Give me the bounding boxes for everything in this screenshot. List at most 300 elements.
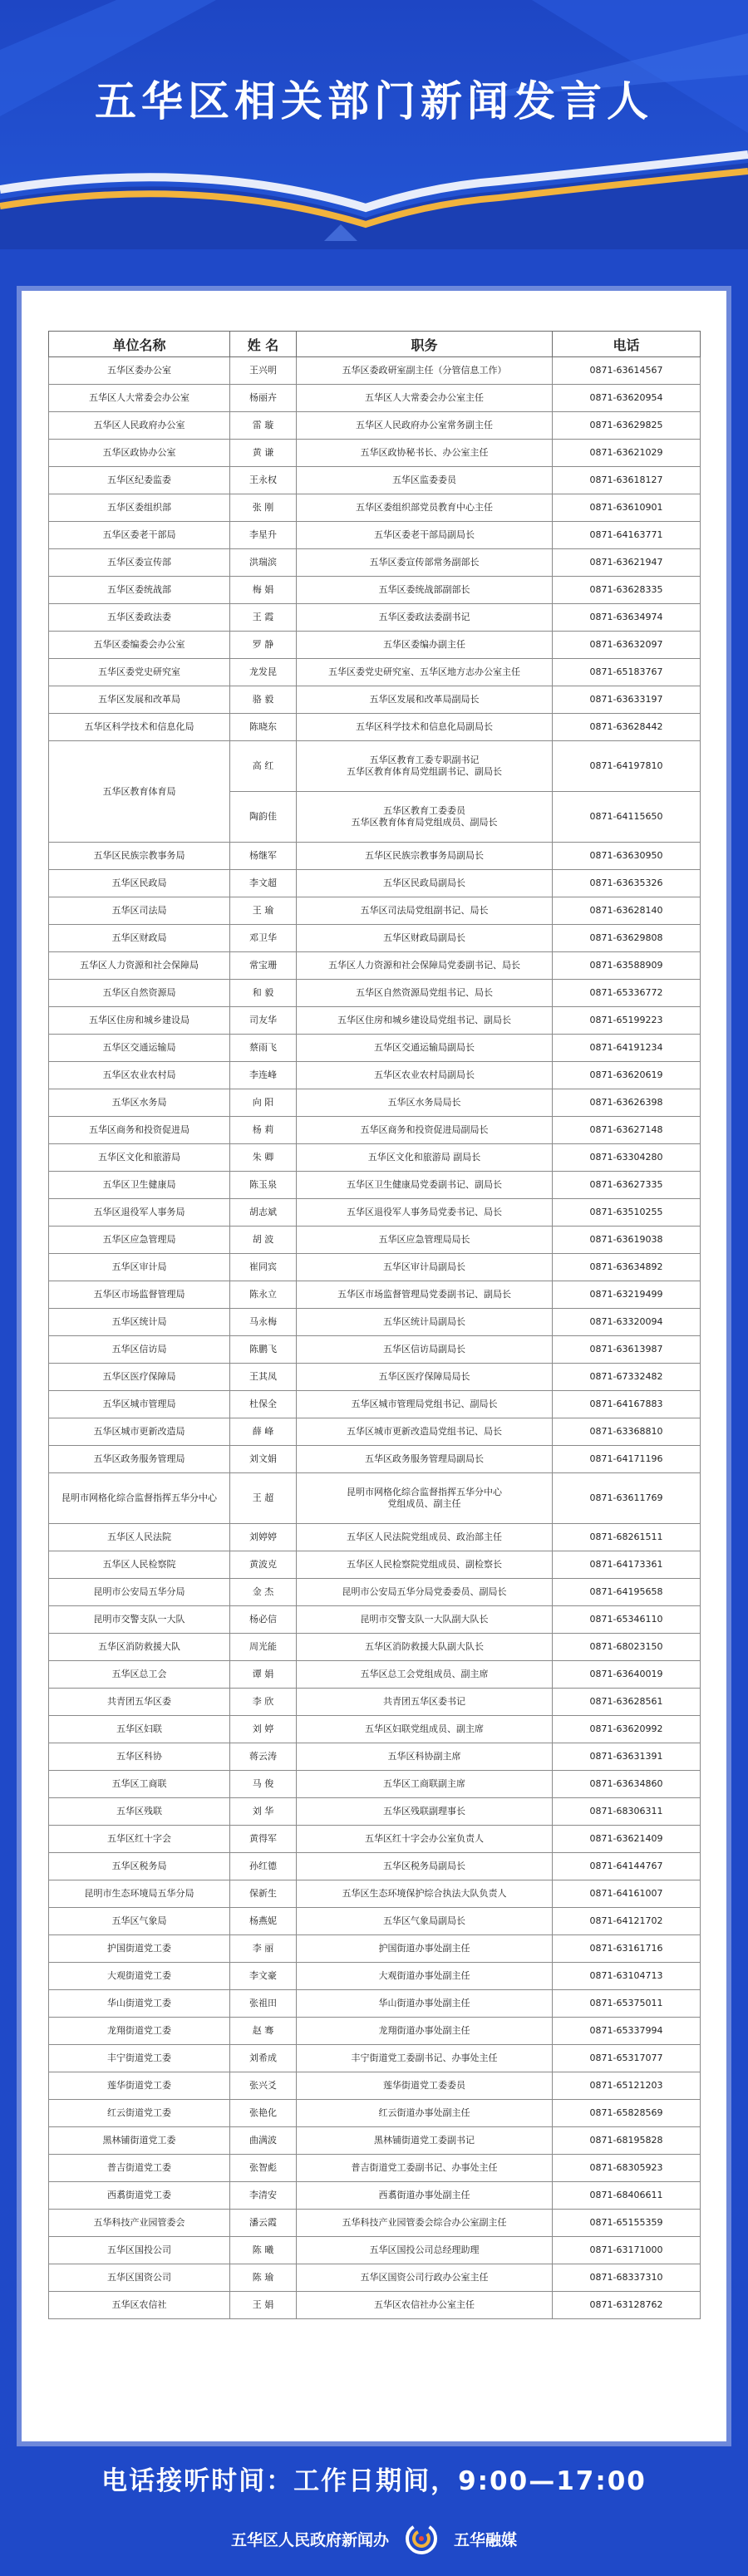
cell-unit: 五华区消防救援大队: [49, 1634, 230, 1661]
cell-name: 梅 娟: [230, 577, 297, 604]
cell-name: 邓卫华: [230, 925, 297, 952]
cell-position: 五华区人力资源和社会保障局党委副书记、局长: [297, 952, 553, 980]
cell-unit: 五华区医疗保障局: [49, 1364, 230, 1391]
cell-name: 李文豪: [230, 1963, 297, 1990]
cell-position: 五华区应急管理局局长: [297, 1227, 553, 1254]
cell-name: 李清安: [230, 2182, 297, 2210]
cell-position: 西翥街道办事处副主任: [297, 2182, 553, 2210]
header-unit: 单位名称: [49, 332, 230, 357]
cell-unit: 五华区气象局: [49, 1908, 230, 1935]
cell-position: 五华区国资公司行政办公室主任: [297, 2264, 553, 2292]
cell-phone: 0871-63620954: [553, 385, 701, 412]
cell-unit: 共青团五华区委: [49, 1689, 230, 1716]
cell-position: 五华区信访局副局长: [297, 1336, 553, 1364]
cell-unit: 五华区委编委会办公室: [49, 632, 230, 659]
cell-phone: 0871-63611769: [553, 1473, 701, 1524]
cell-unit: 莲华街道党工委: [49, 2072, 230, 2100]
cell-unit: 五华区发展和改革局: [49, 686, 230, 714]
cell-position: 五华区气象局副局长: [297, 1908, 553, 1935]
cell-phone: 0871-68195828: [553, 2127, 701, 2155]
cell-name: 刘文娟: [230, 1446, 297, 1473]
cell-phone: 0871-63640019: [553, 1661, 701, 1689]
cell-unit: 五华区市场监督管理局: [49, 1281, 230, 1309]
cell-position: 昆明市公安局五华分局党委委员、副局长: [297, 1579, 553, 1606]
table-row: [49, 385, 701, 412]
cell-unit: 五华区红十字会: [49, 1826, 230, 1853]
cell-name: 王 超: [230, 1473, 297, 1524]
cell-unit: 昆明市生态环境局五华分局: [49, 1880, 230, 1908]
table-row: [49, 1144, 701, 1172]
cell-unit: 五华区人民法院: [49, 1524, 230, 1551]
cell-name: 蒋云涛: [230, 1743, 297, 1771]
cell-unit: 昆明市网格化综合监督指挥五华分中心: [49, 1473, 230, 1524]
table-row: [49, 1716, 701, 1743]
cell-unit: 五华区教育体育局: [49, 741, 230, 843]
cell-phone: 0871-65183767: [553, 659, 701, 686]
cell-name: 杨必信: [230, 1606, 297, 1634]
cell-position: 华山街道办事处副主任: [297, 1990, 553, 2018]
cell-unit: 昆明市公安局五华分局: [49, 1579, 230, 1606]
cell-position: 五华科技产业园管委会综合办公室副主任: [297, 2210, 553, 2237]
header-position: 职务: [297, 332, 553, 357]
cell-unit: 五华区信访局: [49, 1336, 230, 1364]
cell-position: 昆明市交警支队一大队副大队长: [297, 1606, 553, 1634]
cell-phone: 0871-63635326: [553, 870, 701, 897]
cell-name: 陈 瑜: [230, 2264, 297, 2292]
cell-name: 杨燕妮: [230, 1908, 297, 1935]
cell-phone: 0871-63510255: [553, 1199, 701, 1227]
cell-phone: 0871-65828569: [553, 2100, 701, 2127]
table-row: [49, 1606, 701, 1634]
cell-phone: 0871-68261511: [553, 1524, 701, 1551]
table-row: [49, 1364, 701, 1391]
cell-position: 五华区国投公司总经理助理: [297, 2237, 553, 2264]
cell-unit: 普吉街道党工委: [49, 2155, 230, 2182]
cell-unit: 五华区城市管理局: [49, 1391, 230, 1418]
cell-phone: 0871-64144767: [553, 1853, 701, 1880]
cell-unit: 五华区卫生健康局: [49, 1172, 230, 1199]
cell-position: 五华区教育工委委员 五华区教育体育局党组成员、副局长: [297, 792, 553, 843]
table-row: [49, 2264, 701, 2292]
table-row: [49, 577, 701, 604]
cell-position: 五华区城市更新改造局党组书记、局长: [297, 1418, 553, 1446]
table-row: [49, 1579, 701, 1606]
cell-position: 五华区审计局副局长: [297, 1254, 553, 1281]
cell-name: 向 阳: [230, 1089, 297, 1117]
table-row: [49, 1963, 701, 1990]
cell-phone: 0871-63628442: [553, 714, 701, 741]
cell-unit: 五华区总工会: [49, 1661, 230, 1689]
cell-phone: 0871-63320094: [553, 1309, 701, 1336]
table-row: [49, 714, 701, 741]
cell-position: 五华区委政法委副书记: [297, 604, 553, 632]
table-row: [49, 604, 701, 632]
cell-name: 和 毅: [230, 980, 297, 1007]
cell-phone: 0871-64171196: [553, 1446, 701, 1473]
footer-brands: [0, 2518, 748, 2559]
cell-unit: 五华区国资公司: [49, 2264, 230, 2292]
cell-name: 马 俊: [230, 1771, 297, 1798]
table-row: [49, 659, 701, 686]
cell-name: 陈永立: [230, 1281, 297, 1309]
cell-name: 黄得军: [230, 1826, 297, 1853]
footer-brand-right: 五华融媒: [454, 2530, 518, 2549]
cell-name: 陶韵佳: [230, 792, 297, 843]
table-row: [49, 897, 701, 925]
cell-position: 五华区工商联副主席: [297, 1771, 553, 1798]
cell-unit: 五华区应急管理局: [49, 1227, 230, 1254]
table-row: [49, 1935, 701, 1963]
cell-position: 五华区退役军人事务局党委书记、局长: [297, 1199, 553, 1227]
cell-unit: 五华区残联: [49, 1798, 230, 1826]
cell-name: 杨丽卉: [230, 385, 297, 412]
cell-phone: 0871-63629808: [553, 925, 701, 952]
cell-phone: 0871-63633197: [553, 686, 701, 714]
table-row: [49, 1661, 701, 1689]
cell-name: 王其凤: [230, 1364, 297, 1391]
cell-position: 五华区市场监督管理局党委副书记、副局长: [297, 1281, 553, 1309]
cell-unit: 五华区人民政府办公室: [49, 412, 230, 440]
contact-card: [22, 291, 726, 2441]
cell-name: 张兴爻: [230, 2072, 297, 2100]
cell-position: 大观街道办事处副主任: [297, 1963, 553, 1990]
table-row: [49, 522, 701, 549]
cell-name: 陈玉泉: [230, 1172, 297, 1199]
table-row: [49, 1062, 701, 1089]
cell-name: 李连峰: [230, 1062, 297, 1089]
cell-name: 黄波克: [230, 1551, 297, 1579]
cell-position: 五华区妇联党组成员、副主席: [297, 1716, 553, 1743]
table-row: [49, 2210, 701, 2237]
cell-phone: 0871-65199223: [553, 1007, 701, 1035]
cell-phone: 0871-63588909: [553, 952, 701, 980]
cell-position: 五华区文化和旅游局 副局长: [297, 1144, 553, 1172]
table-row: [49, 1524, 701, 1551]
cell-unit: 五华区退役军人事务局: [49, 1199, 230, 1227]
cell-name: 保新生: [230, 1880, 297, 1908]
cell-unit: 护国街道党工委: [49, 1935, 230, 1963]
cell-name: 张 刚: [230, 494, 297, 522]
cell-position: 五华区生态环境保护综合执法大队负责人: [297, 1880, 553, 1908]
table-row: [49, 1227, 701, 1254]
cell-position: 五华区总工会党组成员、副主席: [297, 1661, 553, 1689]
cell-unit: 五华区科学技术和信息化局: [49, 714, 230, 741]
table-row: [49, 1634, 701, 1661]
header-name: 姓 名: [230, 332, 297, 357]
cell-name: 刘 婷: [230, 1716, 297, 1743]
cell-name: 王 瑜: [230, 897, 297, 925]
cell-phone: 0871-65121203: [553, 2072, 701, 2100]
cell-position: 五华区民政局副局长: [297, 870, 553, 897]
table-row: [49, 467, 701, 494]
cell-position: 五华区委老干部局副局长: [297, 522, 553, 549]
cell-unit: 五华区科协: [49, 1743, 230, 1771]
cell-unit: 五华区农信社: [49, 2292, 230, 2319]
cell-name: 谭 娟: [230, 1661, 297, 1689]
table-row: [49, 1446, 701, 1473]
cell-position: 五华区农业农村局副局长: [297, 1062, 553, 1089]
footer-brand-left: 五华区人民政府新闻办: [230, 2530, 389, 2549]
cell-unit: 五华区工商联: [49, 1771, 230, 1798]
cell-unit: 五华区委宣传部: [49, 549, 230, 577]
table-row: [49, 1473, 701, 1524]
cell-position: 五华区人大常委会办公室主任: [297, 385, 553, 412]
cell-position: 丰宁街道党工委副书记、办事处主任: [297, 2045, 553, 2072]
cell-position: 五华区商务和投资促进局副局长: [297, 1117, 553, 1144]
cell-name: 赵 骞: [230, 2018, 297, 2045]
table-row: [49, 1199, 701, 1227]
cell-unit: 五华区政协办公室: [49, 440, 230, 467]
cell-name: 崔同宾: [230, 1254, 297, 1281]
cell-phone: 0871-63610901: [553, 494, 701, 522]
cell-phone: 0871-65337994: [553, 2018, 701, 2045]
table-row: [49, 1880, 701, 1908]
cell-position: 普吉街道党工委副书记、办事处主任: [297, 2155, 553, 2182]
table-row: [49, 1172, 701, 1199]
header-banner: [0, 0, 748, 249]
cell-phone: 0871-63634974: [553, 604, 701, 632]
cell-phone: 0871-64115650: [553, 792, 701, 843]
cell-name: 骆 毅: [230, 686, 297, 714]
table-row: [49, 980, 701, 1007]
cell-unit: 五华区委政法委: [49, 604, 230, 632]
cell-position: 五华区人民检察院党组成员、副检察长: [297, 1551, 553, 1579]
table-row: [49, 1336, 701, 1364]
cell-unit: 五华区妇联: [49, 1716, 230, 1743]
cell-phone: 0871-65317077: [553, 2045, 701, 2072]
cell-phone: 0871-63621029: [553, 440, 701, 467]
cell-position: 五华区红十字会办公室负责人: [297, 1826, 553, 1853]
cell-unit: 黑林铺街道党工委: [49, 2127, 230, 2155]
cell-phone: 0871-63634892: [553, 1254, 701, 1281]
cell-unit: 五华区水务局: [49, 1089, 230, 1117]
cell-position: 五华区科协副主席: [297, 1743, 553, 1771]
cell-unit: 五华区税务局: [49, 1853, 230, 1880]
cell-unit: 五华区民族宗教事务局: [49, 843, 230, 870]
table-row: [49, 952, 701, 980]
cell-name: 马永梅: [230, 1309, 297, 1336]
cell-phone: 0871-68023150: [553, 1634, 701, 1661]
cell-position: 五华区民族宗教事务局副局长: [297, 843, 553, 870]
cell-phone: 0871-65155359: [553, 2210, 701, 2237]
cell-position: 龙翔街道办事处副主任: [297, 2018, 553, 2045]
cell-position: 五华区委党史研究室、五华区地方志办公室主任: [297, 659, 553, 686]
cell-phone: 0871-63171000: [553, 2237, 701, 2264]
cell-position: 五华区住房和城乡建设局党组书记、副局长: [297, 1007, 553, 1035]
cell-name: 罗 静: [230, 632, 297, 659]
table-row: [49, 549, 701, 577]
cell-phone: 0871-63628561: [553, 1689, 701, 1716]
cell-position: 五华区医疗保障局局长: [297, 1364, 553, 1391]
page-title: 五华区相关部门新闻发言人: [95, 77, 653, 125]
cell-name: 黄 谦: [230, 440, 297, 467]
phone-hours-note: 电话接听时间：工作日期间，9:00—17:00: [101, 2466, 647, 2496]
table-body: [49, 357, 701, 2319]
cell-phone: 0871-63620619: [553, 1062, 701, 1089]
cell-position: 红云街道办事处副主任: [297, 2100, 553, 2127]
cell-unit: 五华区统计局: [49, 1309, 230, 1336]
cell-name: 王永权: [230, 467, 297, 494]
cell-unit: 华山街道党工委: [49, 1990, 230, 2018]
cell-phone: 0871-63628335: [553, 577, 701, 604]
cell-position: 昆明市网格化综合监督指挥五华分中心 党组成员、副主任: [297, 1473, 553, 1524]
table-row: [49, 2182, 701, 2210]
cell-position: 五华区委编办副主任: [297, 632, 553, 659]
cell-unit: 五华区委统战部: [49, 577, 230, 604]
table-row: [49, 632, 701, 659]
cell-name: 刘 华: [230, 1798, 297, 1826]
cell-phone: 0871-64163771: [553, 522, 701, 549]
cell-unit: 红云街道党工委: [49, 2100, 230, 2127]
table-row: [49, 1089, 701, 1117]
table-row: [49, 843, 701, 870]
table-row: [49, 1689, 701, 1716]
table-row: [49, 1309, 701, 1336]
cell-position: 五华区委宣传部常务副部长: [297, 549, 553, 577]
cell-phone: 0871-63626398: [553, 1089, 701, 1117]
cell-phone: 0871-63304280: [553, 1144, 701, 1172]
cell-name: 王 娟: [230, 2292, 297, 2319]
table-row: [49, 2100, 701, 2127]
cell-name: 王 霞: [230, 604, 297, 632]
cell-position: 五华区委组织部党员教育中心主任: [297, 494, 553, 522]
cell-name: 龙发昆: [230, 659, 297, 686]
cell-name: 李文超: [230, 870, 297, 897]
cell-unit: 五华区住房和城乡建设局: [49, 1007, 230, 1035]
cell-position: 五华区残联副理事长: [297, 1798, 553, 1826]
cell-unit: 五华区文化和旅游局: [49, 1144, 230, 1172]
cell-phone: 0871-68337310: [553, 2264, 701, 2292]
table-row: [49, 925, 701, 952]
table-row: [49, 494, 701, 522]
table-row: [49, 741, 701, 792]
cell-unit: 五华区城市更新改造局: [49, 1418, 230, 1446]
cell-unit: 大观街道党工委: [49, 1963, 230, 1990]
table-row: [49, 357, 701, 385]
cell-name: 潘云霞: [230, 2210, 297, 2237]
cell-position: 五华区科学技术和信息化局副局长: [297, 714, 553, 741]
cell-phone: 0871-63621409: [553, 1826, 701, 1853]
table-row: [49, 1391, 701, 1418]
cell-phone: 0871-63621947: [553, 549, 701, 577]
cell-phone: 0871-63634860: [553, 1771, 701, 1798]
cell-name: 王兴明: [230, 357, 297, 385]
table-row: [49, 686, 701, 714]
cell-name: 洪瑞滨: [230, 549, 297, 577]
cell-phone: 0871-63629825: [553, 412, 701, 440]
cell-unit: 五华科技产业园管委会: [49, 2210, 230, 2237]
cell-name: 高 红: [230, 741, 297, 792]
cell-unit: 五华区财政局: [49, 925, 230, 952]
header-phone: 电话: [553, 332, 701, 357]
cell-position: 五华区委统战部副部长: [297, 577, 553, 604]
cell-unit: 五华区人力资源和社会保障局: [49, 952, 230, 980]
cell-phone: 0871-63630950: [553, 843, 701, 870]
table-row: [49, 1990, 701, 2018]
table-row: [49, 1908, 701, 1935]
table-row: [49, 2237, 701, 2264]
cell-position: 莲华街道党工委委员: [297, 2072, 553, 2100]
cell-name: 常宝珊: [230, 952, 297, 980]
cell-position: 五华区司法局党组副书记、局长: [297, 897, 553, 925]
cell-position: 五华区卫生健康局党委副书记、副局长: [297, 1172, 553, 1199]
cell-position: 五华区人民政府办公室常务副主任: [297, 412, 553, 440]
cell-phone: 0871-65375011: [553, 1990, 701, 2018]
cell-phone: 0871-63219499: [553, 1281, 701, 1309]
table-row: [49, 412, 701, 440]
cell-name: 李 欣: [230, 1689, 297, 1716]
cell-phone: 0871-64173361: [553, 1551, 701, 1579]
cell-position: 五华区税务局副局长: [297, 1853, 553, 1880]
cell-phone: 0871-64161007: [553, 1880, 701, 1908]
cell-name: 蔡雨飞: [230, 1035, 297, 1062]
cell-unit: 龙翔街道党工委: [49, 2018, 230, 2045]
cell-phone: 0871-63104713: [553, 1963, 701, 1990]
table-header-row: [49, 332, 701, 357]
cell-unit: 五华区人民检察院: [49, 1551, 230, 1579]
cell-phone: 0871-63618127: [553, 467, 701, 494]
cell-phone: 0871-63128762: [553, 2292, 701, 2319]
cell-name: 胡 波: [230, 1227, 297, 1254]
cell-phone: 0871-65346110: [553, 1606, 701, 1634]
cell-name: 李 丽: [230, 1935, 297, 1963]
table-row: [49, 2292, 701, 2319]
cell-phone: 0871-64121702: [553, 1908, 701, 1935]
cell-name: 司友华: [230, 1007, 297, 1035]
cell-unit: 五华区审计局: [49, 1254, 230, 1281]
table-row: [49, 1035, 701, 1062]
cell-name: 刘婷婷: [230, 1524, 297, 1551]
table-row: [49, 1254, 701, 1281]
cell-position: 五华区城市管理局党组书记、副局长: [297, 1391, 553, 1418]
table-row: [49, 1117, 701, 1144]
cell-unit: 五华区政务服务管理局: [49, 1446, 230, 1473]
table-row: [49, 1418, 701, 1446]
cell-position: 五华区统计局副局长: [297, 1309, 553, 1336]
cell-phone: 0871-63161716: [553, 1935, 701, 1963]
table-row: [49, 1771, 701, 1798]
cell-position: 共青团五华区委书记: [297, 1689, 553, 1716]
cell-phone: 0871-64167883: [553, 1391, 701, 1418]
cell-phone: 0871-64195658: [553, 1579, 701, 1606]
cell-name: 杨 莉: [230, 1117, 297, 1144]
cell-name: 陈 曦: [230, 2237, 297, 2264]
cell-position: 五华区自然资源局党组书记、局长: [297, 980, 553, 1007]
cell-name: 张祖田: [230, 1990, 297, 2018]
cell-unit: 五华区人大常委会办公室: [49, 385, 230, 412]
cell-position: 五华区政务服务管理局副局长: [297, 1446, 553, 1473]
cell-phone: 0871-63627335: [553, 1172, 701, 1199]
cell-name: 张智彪: [230, 2155, 297, 2182]
table-row: [49, 1743, 701, 1771]
cell-name: 周光能: [230, 1634, 297, 1661]
cell-unit: 五华区交通运输局: [49, 1035, 230, 1062]
cell-unit: 五华区委办公室: [49, 357, 230, 385]
table-row: [49, 440, 701, 467]
cell-unit: 五华区国投公司: [49, 2237, 230, 2264]
cell-unit: 昆明市交警支队一大队: [49, 1606, 230, 1634]
cell-phone: 0871-63613987: [553, 1336, 701, 1364]
cell-unit: 五华区委组织部: [49, 494, 230, 522]
cell-unit: 丰宁街道党工委: [49, 2045, 230, 2072]
cell-position: 五华区监委委员: [297, 467, 553, 494]
cell-name: 张艳化: [230, 2100, 297, 2127]
cell-position: 五华区人民法院党组成员、政治部主任: [297, 1524, 553, 1551]
cell-position: 五华区发展和改革局副局长: [297, 686, 553, 714]
cell-unit: 五华区纪委监委: [49, 467, 230, 494]
cell-phone: 0871-63614567: [553, 357, 701, 385]
cell-name: 雷 璇: [230, 412, 297, 440]
